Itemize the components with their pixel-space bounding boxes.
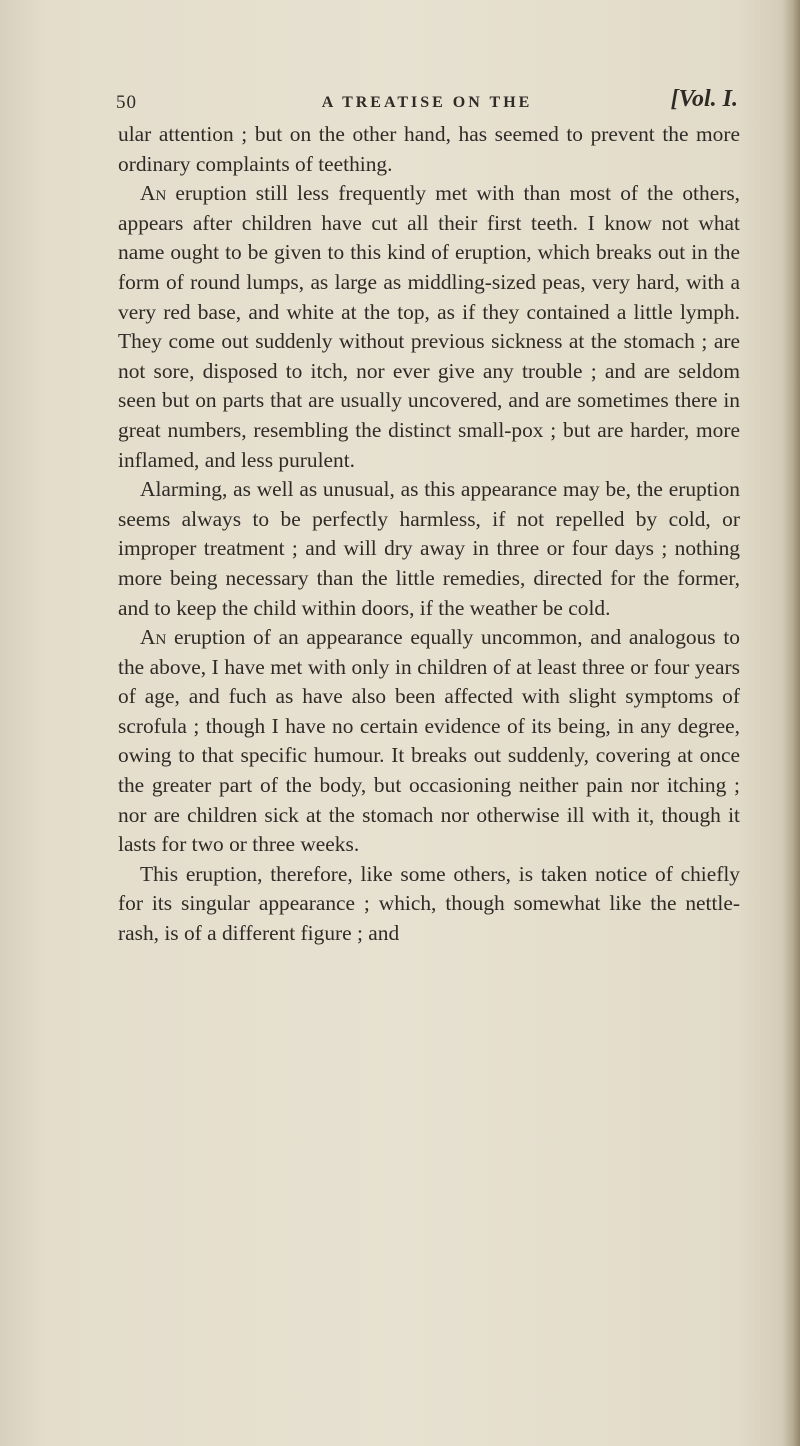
paragraph-5 — [118, 860, 740, 949]
running-title: A TREATISE ON THE — [321, 94, 533, 111]
paragraph-text: eruption of an appearance equally uncommon, and analogous to the above, I have met with only in children of at least three or four years of age, and fuch as have also been affected with slight symptoms of scrofula ; though I have no certain evidence of its being, in any degree, owing to that specific humour. It breaks out suddenly, covering at once the greater part of the body, but occasioning neither pain nor itching ; nor are children sick at the stomach nor otherwise ill with it, though it lasts for two or three weeks. — [118, 625, 740, 857]
paragraph-lead: An — [140, 625, 167, 650]
paragraph-3 — [118, 475, 740, 623]
page-number: 50 — [116, 92, 137, 113]
page-edge-shadow — [782, 0, 800, 1446]
paragraph-lead: An — [140, 181, 167, 206]
paragraph-text: Alarming, as well as unusual, as this appearance may be, the eruption seems always to be perfectly harmless, if not repelled by cold, or improper treatment ; and will dry away in three or four days ; nothing more being necessary than the little remedies, directed for the former, and to keep the child within doors, if the weather be cold. — [118, 477, 740, 620]
paragraph-text: ular attention ; but on the other hand, has seemed to prevent the more ordinary complaints of teething. — [118, 122, 740, 176]
paragraph-text: eruption still less frequently met with than most of the others, appears after children have cut all their first teeth. I know not what name ought to be given to this kind of eruption, which breaks out in the form of round lumps, as large as middling-sized peas, very hard, with a very red base, and white at the top, as if they contained a little lymph. They come out suddenly without previous sickness at the stomach ; are not sore, disposed to itch, nor ever give any trouble ; and are seldom seen but on parts that are usually uncovered, and are sometimes there in great numbers, resembling the distinct small-pox ; but are harder, more inflamed, and less purulent. — [118, 181, 740, 472]
running-head — [116, 86, 738, 120]
body-text — [118, 120, 740, 949]
volume-mark: [Vol. I. — [670, 86, 738, 112]
paragraph-1 — [118, 120, 740, 179]
paragraph-4 — [118, 623, 740, 860]
paragraph-2 — [118, 179, 740, 475]
paragraph-text: This eruption, therefore, like some others, is taken notice of chiefly for its singular appearance ; which, though somewhat like the nettle-rash, is of a different figure ; and — [118, 861, 740, 946]
